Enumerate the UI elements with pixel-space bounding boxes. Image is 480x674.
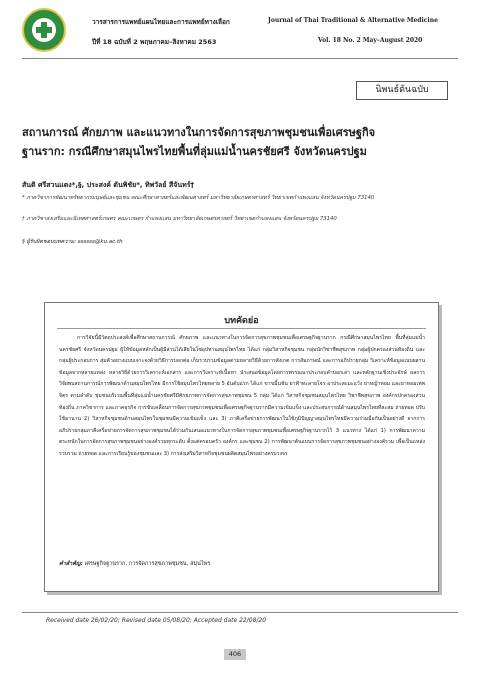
affiliation-2: † ภาควิชาส่งเสริมและนิเทศศาสตร์เกษตร คณะเกษตร กำแพงแสน มหาวิทยาลัยเกษตรศาสตร์ วิทยาเขตกำแพงแสน จังหวัดนครปฐม 73140 <box>22 216 337 222</box>
issue-english: Vol. 18 No. 2 May–August 2020 <box>318 37 423 44</box>
issue-thai: ปีที่ 18 ฉบับที่ 2 พฤษภาคม–สิงหาคม 2563 <box>92 38 217 46</box>
page-number: 406 <box>224 649 246 660</box>
footer-divider <box>22 612 458 613</box>
abstract-box <box>44 302 439 592</box>
received-dates: Received date 26/02/20; Revised date 05/08/20; Accepted date 22/08/20 <box>46 617 267 624</box>
article-type-badge: นิพนธ์ต้นฉบับ <box>356 81 448 100</box>
article-title-line-1: สถานการณ์ ศักยภาพ และแนวทางในการจัดการสุขภาพชุมชนเพื่อเศรษฐกิจ <box>22 126 376 139</box>
keywords-label: คำสำคัญ: <box>59 561 83 567</box>
journal-name-thai: วารสารการแพทย์แผนไทยและการแพทย์ทางเลือก <box>92 18 230 26</box>
journal-name-english: Journal of Thai Traditional & Alternative Medicine <box>268 17 438 24</box>
abstract-text: การวิจัยนี้มีวัตถุประสงค์เพื่อศึกษาสถานการณ์ ศักยภาพ และแนวทางในการจัดการสุขภาพชุมชนเพื่อเศรษฐกิจฐานราก กรณีศึกษาสมุนไพรไทย พื้นที่ลุ่มแม่น้ำนครชัยศรี จังหวัดนครปฐม ผู้ให้ข้อมูลหลักเป็นผู้มีส่วนได้เสียในโซ่อุปทานสมุนไพรไทย ได้แก่ กลุ่มวิสาหกิจชุมชน กลุ่มนักวิชาชีพสุขภาพ กลุ่มผู้ปกครองส่วนท้องถิ่น และกลุ่มผู้ประกอบการ สุ่มตัวอย่างแบบเจาะจงด้วยวิธีการบอกต่อ เก็บรวบรวมข้อมูลตามหลายวิธีด้วยการสังเกต การสัมภาษณ์ และการอภิปรายกลุ่ม วิเคราะห์ข้อมูลแบบผสานข้อมูลจากหลายแหล่ง หลายวิธีด้วยการวิเคราะห์เอกสาร และการวิเคราะห์เนื้อหา นำเสนอข้อมูลโดยการพรรณนาประกอบคำบอกเล่า และหลักฐานเชิงประจักษ์ ผลการวิจัยพบสถานการณ์การพัฒนาด้านสมุนไพรไทย มีการใช้สมุนไพรไทยหลาย 5 อันดับแรก ได้แก่ ขาขมิ้นชัน ยาฟ้าทะลายโจร อาประสะมะแว้ง ยาหญ้าหอม และยาหอมเทพจิตร ตามลำดับ ชุมชนบริเวณพื้นที่ลุ่มแม่น้ำนครชัยศรีมีศักยภาพการจัดการสุขภาพชุมชน 5 กลุ่ม ได้แก่ วิสาหกิจชุมชนสมุนไพรไทย วิชาชีพสุขภาพ องค์กรปกครองส่วนท้องถิ่น ภาควิชาการ และภาคธุรกิจ การขับเคลื่อนการจัดการสุขภาพชุมชนเพื่อเศรษฐกิจฐานรากมีความเข้มแข็ง และประสบการณ์ด้านสมุนไพรไทยที่สะสม ถ่ายทอด ปรับใช้มานาน 2) วิสาหกิจชุมชนด้านสมุนไพรในชุมชนมีความเข้มแข็ง และ 3) ภาคีเครือข่ายการพัฒนาในใช้ภูมิปัญญาสมุนไพรไทยมีความร่วมมือกันเป็นอย่างดี จากการอภิปรายกลุ่มภาคีเครือข่ายการจัดการสุขภาพชุมชนได้ร่วมกันเสนอแนวทางในการจัดการสุขภาพชุมชนเพื่อเศรษฐกิจฐานรากไว้ 3 แนวทาง ได้แก่ 1) การพัฒนาความตระหนักในการจัดการสุขภาพชุมชนอย่างองค์รวมทุกระดับ ตั้งแต่ครอบครัว องค์กร และชุมชน 2) การพัฒนาต้นแบบการจัดการสุขภาพชุมชนอย่างองค์รวม เพื่อเป็นแหล่งรวบรวม ถ่ายทอด และการเรียนรู้ของชุมชนและ 3) การส่งเสริมวิสาหกิจชุมชนผลิตสมุนไพรอย่างครบวงจร <box>59 335 425 457</box>
ministry-seal-icon <box>24 10 64 50</box>
corresponding-author: § ผู้รับผิดชอบบทความ: ssssss@ku.ac.th <box>22 239 123 245</box>
article-title-line-2: ฐานราก: กรณีศึกษาสมุนไพรไทยพื้นที่ลุ่มแม่น้ำนครชัยศรี จังหวัดนครปฐม <box>22 145 367 158</box>
keywords <box>59 560 210 568</box>
header-divider <box>22 58 458 59</box>
affiliation-1: * ภาควิชาการพัฒนาทรัพยากรมนุษย์และชุมชน คณะศึกษาศาสตร์และพัฒนศาสตร์ มหาวิทยาลัยเกษตรศาสตร์ วิทยาเขตกำแพงแสน จังหวัดนครปฐม 73140 <box>22 195 375 201</box>
abstract-divider <box>57 328 426 329</box>
journal-logo <box>22 8 66 52</box>
keywords-list: เศรษฐกิจฐานราก, การจัดการสุขภาพชุมชน, สมุนไพร <box>84 561 211 567</box>
abstract-heading: บทคัดย่อ <box>224 316 259 326</box>
author-list: สันติ ศรีสวนแตง*,§, ประสงค์ ตันพิชัย*, ทิพวัลย์ สีจันทร์† <box>22 181 194 189</box>
